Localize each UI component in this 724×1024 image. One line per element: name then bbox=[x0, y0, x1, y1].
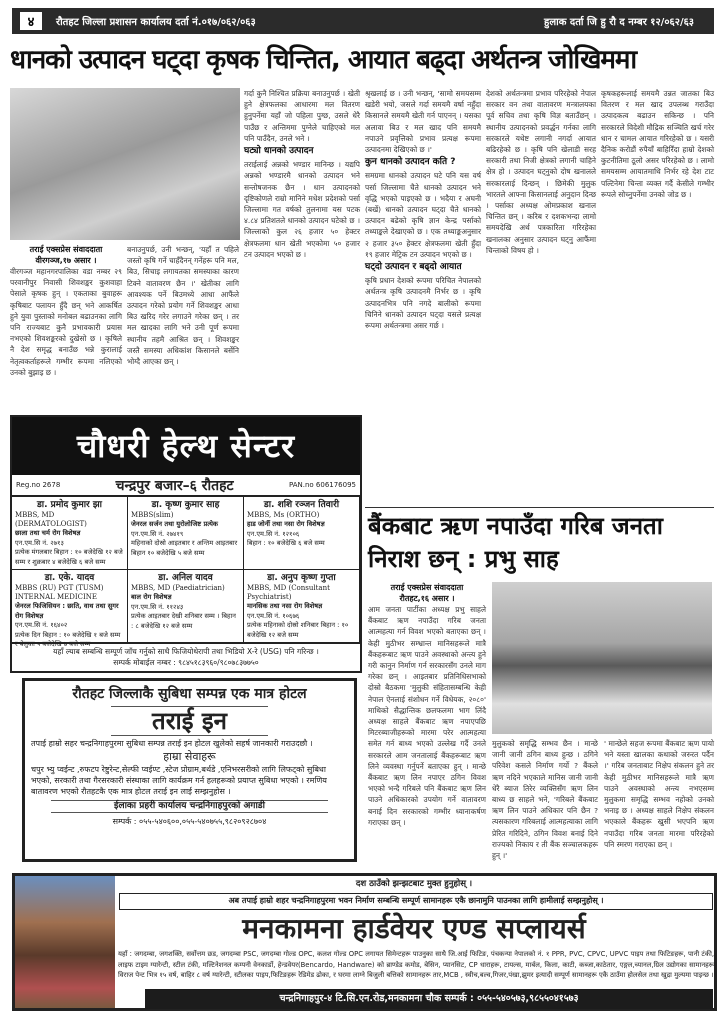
hotel-location: ईलाका प्रहरी कार्यालय चन्द्रनिगाहपुरको अगाडी bbox=[51, 800, 328, 813]
hardware-name: मनकामना हार्डवेयर एण्ड सप्लायर्स bbox=[242, 912, 586, 945]
doctor-card bbox=[12, 497, 128, 570]
services-heading: हाम्रा सेवाहरू bbox=[163, 750, 216, 763]
article-text: मुलुकको समृद्धि सम्भव छैन । मान्छे जानी जानी ठगिन बाध्य हुन्छ । ठगिने परिवेश कसले निर्माण गर्यो ? बैंकले ऋण नदिने भएकाले मानिस जानी जानी धेरै ब्याज तिरेर व्यक्तिसँग ऋण लिन बाध्य छ साहले भने, 'गरिबले बैंकबाट ऋण लिन पाउने अधिकार पनि छैन ? त्यसकारण गरिबलाई आत्महत्याका लागि प्रेरित गरिदिने, ठगिन विवश बनाई दिने राज्यको निकाय र ती बैंक सञ्चालकहरू हुन् ।' bbox=[492, 739, 598, 861]
doctor-nmc-number: एन.एम.सि नं. २७१३ bbox=[15, 538, 64, 547]
hardware-contact: चन्द्रनिगाहपुर-४ टि.सि.एन.रोड,मनकामना चौक सम्पर्क : ०५५-५४०५७३,९८५५०४१५७३ bbox=[145, 989, 713, 1009]
doctor-card bbox=[128, 497, 244, 570]
health-contact: सम्पर्क मोबाईल नम्बर : ९८४५१८३९६०/९८०७८३७७५० bbox=[113, 658, 259, 667]
article-text: देशको अर्थतन्त्रमा प्रभाव परिरहेको नेपाल सरकार वन तथा वातावरण मन्त्रालयका पूर्व सचिव तथा कृषि विज्ञ बताउँछन् । स्थानीय उत्पादनको प्रवर्द्धन गर्नका लागि सरकारले यथेष्ट लगानी नगर्दा आयात बढिरहेको छ । कृषि पनि खेलाडी सरह सरकारी तथा निजी क्षेत्रको लगानी चाहिने क्षेत्र हो । उत्पादन घट्नुको दोष खनालले सरकारलाई दिन्छन् । छिमेकी मुलुक भारतले आफ्ना किसानलाई अनुदान दिन्छ । पर्साका अध्यक्ष ओमप्रकाश खनाल चिन्तित छन् । करिब र दशकभन्दा लामो समयदेखि अर्थ पत्रकारिता गरिरहेका खनालका अनुसार उत्पादन घट्नु आफैंमा चिन्ताको विषय हो । bbox=[486, 89, 596, 255]
health-center-ad bbox=[10, 415, 362, 673]
byline-dateline: वीरगञ्ज,१७ असार । bbox=[35, 256, 97, 265]
farmer-photo bbox=[10, 88, 240, 240]
hardware-sub-line: अब तपाई हाम्रो शहर चन्द्रनिगाहपुरमा भवन निर्माण सम्बन्धि सम्पूर्ण सामानहरू एकै छानामुनि पाउनका लागि हामीलाई सम्झनुहोस् । bbox=[119, 893, 713, 910]
subheading: घट्दो उत्पादन र बढ्दो आयात bbox=[365, 262, 462, 273]
health-center-title: चौधरी हेल्थ सेन्टर bbox=[12, 417, 360, 475]
hotel-name: तराई इन bbox=[111, 706, 268, 736]
registration-text: रौतहट जिल्ला प्रशासन कार्यालय दर्ता नं.०१७/०६२/०६३ bbox=[56, 17, 256, 28]
reg-no: Reg.no 2678 bbox=[16, 481, 61, 489]
doctor-nmc-number: एन.एम.सि नं. १६४०२ bbox=[15, 621, 68, 630]
article-text: गर्दा कुनै निश्चित प्रक्रिया बनाउनुपर्छ । खेती हुने क्षेत्रफलका आधारमा मल वितरण हुनुपर्नेमा यहाँ जो पहिला पुग्छ, उसले धेरै पाउँछ र अन्तिममा पुग्नेले चाहिएको मल पनि पाउँदैन, उनले भने । bbox=[244, 89, 360, 143]
article2-col3 bbox=[604, 738, 714, 867]
doctor-name: डा. अनुप कृष्ण गुप्ता bbox=[267, 573, 336, 583]
doctor-degree: MBBS (RU) PGT (TUSM) INTERNAL MEDICINE bbox=[15, 584, 104, 601]
subheading: कुन धानको उत्पादन कति ? bbox=[365, 157, 456, 168]
article2-col1 bbox=[368, 582, 486, 867]
doctor-nmc-number: एन.एम.सि नं. २७४१९ bbox=[131, 529, 184, 538]
page-number: ४ bbox=[20, 12, 42, 30]
byline-reporter: तराई एक्सप्रेस संवाददाता bbox=[29, 245, 103, 254]
doctor-nmc-number: एन.एम.सि नं. १२१०६ bbox=[247, 529, 300, 538]
doctor-schedule: महिनाको दोस्रो आइतबार र अन्तिम आइतबार बिहान १० बजेदेखि ५ बजे सम्म bbox=[131, 539, 238, 557]
doctor-name: डा. एके. यादव bbox=[44, 573, 95, 583]
article-text: कृषि प्रधान देशको रूपमा परिचित नेपालको अर्थतन्त्र कृषि उत्पादनमै निर्भर छ । कृषि उत्पादनभित्र पनि नगदे बालीको रूपमा चिनिने धानको उत्पादन घट्दा यसले प्रत्यक्ष रूपमा अर्थतन्त्रमा असर गर्छ । bbox=[365, 276, 481, 331]
pan-no: PAN.no 606176095 bbox=[288, 481, 356, 489]
doctor-name: डा. अनिल यादव bbox=[158, 573, 213, 583]
page-header-bar bbox=[12, 8, 714, 34]
doctor-schedule: बिहान : १० बजेदेखि ६ बजे सम्म bbox=[247, 539, 325, 548]
article1-col4 bbox=[365, 88, 481, 506]
article-text: श्रृखलाई छ । उनी भन्छन्, 'सामो समयसम्म खडेरी भयो, जसले गर्दा समयमै वर्षा नहुँदा किसानले समयमै खेती गर्न पाएनन् । यसका अलावा बिउ र मल खाद पनि समयमै नपाउने प्रवृत्तिको प्रभाव प्रत्यक्ष रूपमा उत्पादनमा देखिएको छ ।' bbox=[365, 89, 481, 155]
health-center-address: चन्द्रपुर बजार–६ रौतहट bbox=[115, 477, 234, 494]
article-text: कृषकहरूलाई समयमै उन्नत जातका बिउ वितरण र मल खाद उपलब्ध गराउँदा उत्पादकत्व बढाउन सकिन्छ । पनि सरकारले विदेशी मौद्रिक सञ्चिति खर्च गरेर धान र चामल आयात गरिरहेको छ । यसरी दैनिक करोडौं रुपैयाँ बाहिरिँदा हाम्रो देशको कुटनीतिमा ठूलो असर परिरहेको छ । लामो समयसम्म आयातमाथि निर्भर रहे देश टाट पल्टिनेमा चिन्ता व्यक्त गर्दै केसीले गम्भीर रूपले सोच्नुपर्नेमा उनको जोड छ । bbox=[601, 89, 714, 199]
article-text: वीरगञ्ज महानगरपालिका वडा नम्बर २९ परवानीपुर निवासी शिवशङ्कर कुशवाहा पेसाले कृषक हुन् । एकताका बुवाहरू कृषिबाट पलायन हुँदै छन् भने आकर्षित हुने युवा पुस्ताको मनोबल बढाउनका लागि पनि राज्यबाट कुनै प्रभावकारी प्रयास नभएको शिवशङ्करको दुखेसो छ । कृषिले नै देश समृद्ध बनाउँछ भन्ने कुरालाई नेतृत्वकर्ताहरूले गम्भीर रूपमा नलिएको उनको बुझाइ छ । bbox=[10, 267, 122, 377]
hardware-ad bbox=[12, 873, 717, 1011]
hotel-intro: तपाई हाम्रो सहर चन्द्रनिगाहपुरमा सुबिधा सम्पन्न तराई इन होटल खुलेको सहर्ष जानकारी गराउदछौ । bbox=[31, 739, 313, 748]
doctor-card bbox=[244, 497, 360, 570]
second-headline: बैंकबाट ऋण नपाउँदा गरिब जनता निराश छन् : प्रभु साह bbox=[368, 512, 663, 573]
divider bbox=[365, 507, 714, 508]
doctor-degree: MBBS, MD (DERMATOLOGIST) bbox=[15, 511, 87, 528]
article-text: बनाउनुपर्छ, उनी भन्छन्, 'यहाँ त पहिले जस्तो कृषि गर्ने चाहँदैनन् गर्नेहरू पनि मल, बिउ, सिचाइ लगायतका समस्याका कारण टिक्ने वातावरण छैन ।' खेतीका लागि आवश्यक पर्ने बिउमध्ये आधा आफैंले उत्पादन गरेको प्रयोग गर्ने शिवशङ्कर आधा बिउ खरिद गरेर लगाउने गरेका छन् । तर मल खादका लागि भने उनी पूर्ण रूपमा स्थानीय तहमै आश्रित छन् । शिवशङ्कर जस्तै समस्या अधिकांश किसानले बर्सेनि भोग्दै आएका छन् । bbox=[127, 245, 239, 367]
doctor-grid bbox=[12, 497, 360, 649]
doctor-degree: MBBS, MD (Consultant Psychiatrist) bbox=[247, 584, 330, 601]
hotel-contact: सम्पर्क : ०५५-५४०६००,०५५-५४०७५५,९८२०९२८७०४ bbox=[112, 817, 267, 826]
temple-photo bbox=[15, 876, 115, 1008]
doctor-nmc-number: एन.एम.सि नं. ११२४३ bbox=[131, 602, 184, 611]
doctor-card bbox=[128, 570, 244, 643]
lab-services-text: यहाँ ल्याब सम्बन्धि सम्पूर्ण जाँच गर्नुको साथै फिजियोथेरापी तथा भिडियो X-रे (USG) पनि गरिन्छ । bbox=[53, 647, 319, 656]
doctor-degree: MBBS, MD (Paediatrician) bbox=[131, 584, 225, 592]
article1-col3 bbox=[244, 88, 360, 412]
doctor-schedule: प्रत्येक दिन बिहान : १० बजेदेखि १ बजे सम्म र बेलुका ५ बजेदेखि ७ बजे सम्म bbox=[15, 630, 121, 649]
doctor-specialty: जेनरल सर्जन तथा युरोलोजिष्ट प्रत्येक bbox=[131, 520, 219, 528]
subheading: घट्यो धानको उत्पादन bbox=[244, 146, 314, 157]
article1-col5 bbox=[486, 88, 596, 506]
hardware-top-line: दश ठाउँको झन्झटबाट मुक्त हुनुहोस् । bbox=[355, 879, 473, 889]
doctor-specialty: छाला तथा चर्म रोग विशेषज्ञ bbox=[15, 529, 81, 537]
doctor-name: डा. कृष्ण कुमार साह bbox=[151, 500, 220, 510]
byline-reporter: तराई एक्सप्रेस संवाददाता bbox=[390, 583, 464, 592]
hotel-services: चपुर भ्यु प्वईन्ट ,रुफटप रेष्टुरेन्ट,सेल्फी प्वईण्ट ,स्टेज प्रोग्राम,बर्थडे ,एनिभरसरीको लागि लिफट्को सुबिधा भएको, सरकारी तथा गैरसरकारी संस्थाका लागि कार्यक्रम गर्न हलहरूको प्रयाप्त सुबिधा भएको । रमणिय बातावरण भएको रौतहटकै एक मात्र होटल तराई इन लाई सम्झनुहोस । bbox=[31, 765, 327, 796]
doctor-schedule: प्रत्येक महिनाको दोस्रो शनिबार बिहान : १० बजेदेखि १२ बजे सम्म bbox=[247, 621, 349, 639]
doctor-nmc-number: एन.एम.सि नं. १०६७६ bbox=[247, 611, 300, 620]
doctor-specialty: हाड जोर्नी तथा नसा रोग विशेषज्ञ bbox=[247, 520, 325, 528]
postal-registration-text: हुलाक दर्ता जि हु रौ द नम्बर १२/०६२/६३ bbox=[544, 17, 694, 28]
doctor-schedule: प्रत्येक आइतबार देखी शनिबार सम्म । बिहान : ८ बजेदेखि १२ बजे सम्म bbox=[131, 612, 236, 630]
article1-col1 bbox=[10, 244, 122, 412]
hotel-tagline: रौतहट जिल्लाकै सुबिधा सम्पन्न एक मात्र होटल bbox=[72, 686, 307, 702]
doctor-specialty: बाल रोग विशेषज्ञ bbox=[131, 593, 172, 601]
doctor-card bbox=[244, 570, 360, 643]
hardware-description: यहाँ : जगदम्बा, जगशक्ति, सर्वोत्तम छड, जगदम्बा PSC, जगदम्बा गोल्ड OPC, कलश गोल्ड OPC लगायत सिमेन्टहरू पाउनुका साथै जि.आई फिटिङ, पंचकन्या नेपालको नं. १ PPR, PVC, CPVC, UPVC पाइप तथा फिटिङहरू, पानी टंकी, लाइफ टाइम ग्यारेन्टी, स्टील टंकी, मल्टिनेशनल कम्पनी वेनकार्डो, हेन्डवेयर(Bencardo, Handware) को ब्राण्डेड कमोड, बेसिन, प्यानसिट, CP धाराहरू, टायल्स, मार्बल, किला, काटी, कब्जा,काठेतार, एङ्गल,च्यानल,ग्रिल उद्योगका सामानहरू विराज पेन्ट भित्र १५ वर्ष, बाहिर ८ वर्ष ग्यारेन्टी, स्टीलका पाइप,फिटिङहरू रेडिमेड ढोका, र घरमा लाग्ने बिजुली बत्तिको सामानहरू तार,MCB , स्वीच,बल्व,गिजर,पंखा,झुमर इत्यादी सम्पूर्ण सामानहरू एकै ठाउँमा होलसेल तथा खुद्रा मुल्यमा पाइन्छ । bbox=[118, 950, 714, 979]
main-headline: धानको उत्पादन घट्दा कृषक चिन्तित, आयात बढ्दा अर्थतन्त्र जोखिममा bbox=[10, 45, 637, 75]
doctor-specialty: जेनरल फिजिसियन : छाति, वाथ तथा सुगर रोग विशेषज्ञ bbox=[15, 602, 119, 620]
doctor-card bbox=[12, 570, 128, 649]
article-text: समग्रमा धानको उत्पादन घटे पनि यस वर्ष पर्सा जिल्लामा चैते धानको उत्पादन भने वृद्धि भएको पाइएको छ । भदैया र अघनी (बर्खे) धानको उत्पादन घट्दा चैते धानको उत्पादन बढेको कृषि ज्ञान केन्द्र पर्साको तथ्याङ्कले देखाएको छ । एक तथ्याङ्कअनुसार २ हजार ३५० हेक्टर क्षेत्रफलमा खेती हुँदा १९ हजार मेट्रिक टन उत्पादन भएको छ । bbox=[365, 171, 481, 259]
article-text: आम जनता पार्टीका अध्यक्ष प्रभु साहले बैंकबाट ऋण नपाउँदा गरिब जनता आत्महत्या गर्न विवश भएको बताएका छन् । केही मुठीभर सम्भ्रान्त मानिसहरूले मात्रै बैंकहरूबाट ऋण पाउने अवस्थाको अन्त्य हुने गरी कानुन निर्माण गर्न सरकारसँग उनले माग गरेका छन् । आइतबार प्रतिनिधिसभाको दोस्रो बैठकमा 'मुलुकी संहितासम्बन्धि केही नेपाल ऐनलाई संशोधन गर्ने विधेयक, २०८०' माथिको सैद्धान्तिक छलफलमा भाग लिंदै अध्यक्ष साहले बैंकबाट ऋण नपाएपछि मिटरब्याजीहरूको मारमा परेर आत्महत्या समेत गर्न बाध्य भएको उल्लेख गर्दै उनले सरकारले आम जनतालाई बैंकहरूबाट ऋण लिने व्यवस्था गर्नुपर्ने बताएका हुन् । मान्छे बैंकबाट ऋण लिन नपाएर ठगिन विवश भएको भन्दै गरिबले पनि बैंकबाट ऋण लिन पाउने अधिकारको उपयोग गर्ने वातावरण बनाई दिन सरकारको गम्भीर ध्यानाकर्षण गराएका छन् । bbox=[368, 605, 486, 827]
doctor-degree: MBBS(slim) bbox=[131, 511, 174, 519]
hotel-ad bbox=[22, 678, 357, 862]
doctor-degree: MBBS, Ms (ORTHO) bbox=[247, 511, 320, 519]
doctor-schedule: प्रत्येक मंगलबार बिहान : १० बजेदेखि १२ बजे सम्म र शुक्रबार ४ बजेदेखि ६ बजे सम्म bbox=[15, 548, 123, 566]
article2-col2 bbox=[492, 738, 598, 867]
doctor-specialty: मानसिक तथा नसा रोग विशेषज्ञ bbox=[247, 602, 323, 610]
article1-col2 bbox=[127, 244, 239, 412]
article-text: तराईलाई अन्नको भण्डार मानिन्छ । यद्यपि अन्नको भण्डारमै धानको उत्पादन भने सन्तोषजनक छैन । धान उत्पादनको दृष्टिकोणले राम्रो मानिने मधेश प्रदेशको पर्सा जिल्लामा गत वर्षको तुलनामा यस पटक ४.८४ प्रतिशतले धानको उत्पादन घटेको छ । जिल्लाको कुल २६ हजार ५० हेक्टर क्षेत्रफलमा धान खेती भएकोमा ५० हजार टन उत्पादन भएको छ । bbox=[244, 160, 360, 259]
byline-dateline: रौतहट,१६ असार । bbox=[399, 594, 455, 603]
article-text: ' मान्छेले सहज रूपमा बैंकबाट ऋण पायो भने यस्ता खालका कथाको जरुरत पर्दैन ।' गरिब जनताबाट निक्षेप संकलन हुने तर केही मुठीभर मानिसहरूले मात्रै ऋण पाउने अवस्थाको अन्त्य नभएसम्म मुलुकमा समृद्धि सम्भव नहोको उनको भनाइ छ । अध्यक्ष साहले निक्षेप संकलन भएकाले बैंकहरू खुसी भएपनि ऋण नपाउँदा गरिब जनता मारमा परिरहेको पनि स्मरण गराएका छन् । bbox=[604, 739, 714, 849]
speaker-photo bbox=[492, 582, 712, 734]
article1-col6 bbox=[601, 88, 714, 506]
doctor-name: डा. प्रमोद कुमार झा bbox=[36, 500, 103, 510]
doctor-name: डा. शशि रञ्जन तिवारी bbox=[263, 500, 340, 510]
